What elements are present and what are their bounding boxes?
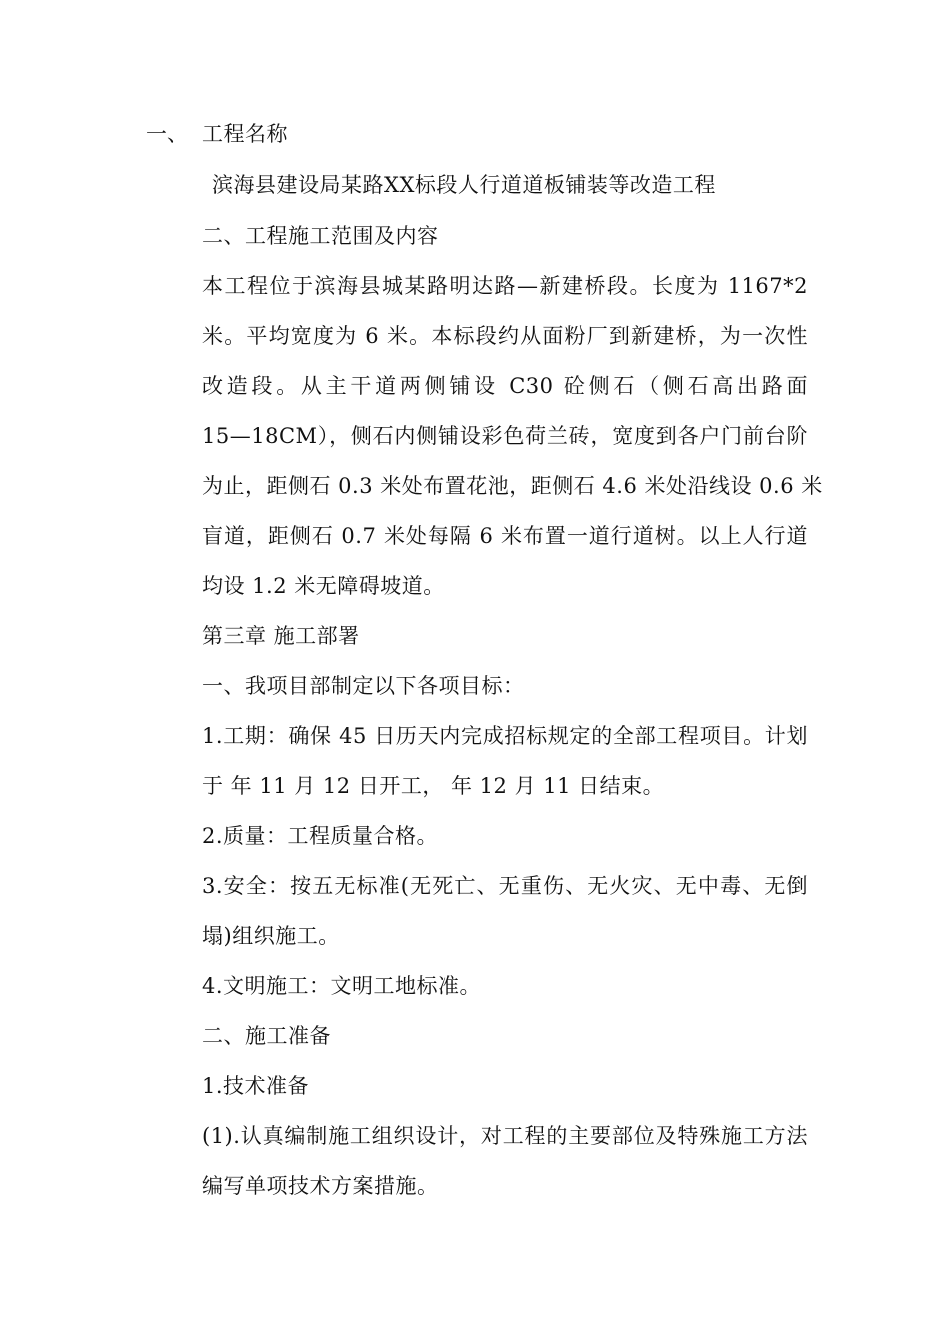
paragraph-line: 均设 1.2 米无障碍坡道。 xyxy=(202,574,445,598)
tech-prep-line: (1).认真编制施工组织设计，对工程的主要部位及特殊施工方法 xyxy=(202,1124,808,1148)
prep-title: 二、施工准备 xyxy=(202,1024,331,1048)
section-1-title: 工程名称 xyxy=(202,122,288,146)
section-2-title: 二、工程施工范围及内容 xyxy=(202,224,439,248)
project-name: 滨海县建设局某路XX标段人行道道板铺装等改造工程 xyxy=(212,173,716,197)
section-1-number: 一、 xyxy=(146,122,188,146)
goals-title: 一、我项目部制定以下各项目标： xyxy=(202,674,525,698)
paragraph-line: 改造段。从主干道两侧铺设 C30 砼侧石（侧石高出路面 xyxy=(202,374,808,398)
goal-line: 于 年 11 月 12 日开工， 年 12 月 11 日结束。 xyxy=(202,774,665,798)
tech-prep-line: 编写单项技术方案措施。 xyxy=(202,1174,439,1198)
goal-line: 2.质量：工程质量合格。 xyxy=(202,824,439,848)
paragraph-line: 15—18CM），侧石内侧铺设彩色荷兰砖，宽度到各户门前台阶 xyxy=(202,424,808,448)
paragraph-line: 为止，距侧石 0.3 米处布置花池，距侧石 4.6 米处沿线设 0.6 米 xyxy=(202,474,823,498)
goal-line: 1.工期：确保 45 日历天内完成招标规定的全部工程项目。计划 xyxy=(202,724,808,748)
tech-prep-title: 1.技术准备 xyxy=(202,1074,310,1098)
paragraph-line: 米。平均宽度为 6 米。本标段约从面粉厂到新建桥，为一次性 xyxy=(202,324,808,348)
paragraph-line: 本工程位于滨海县城某路明达路—新建桥段。长度为 1167*2 xyxy=(202,274,808,298)
goal-line: 塌)组织施工。 xyxy=(202,924,340,948)
goal-line: 4.文明施工：文明工地标准。 xyxy=(202,974,482,998)
goal-line: 3.安全：按五无标准(无死亡、无重伤、无火灾、无中毒、无倒 xyxy=(202,874,808,898)
paragraph-line: 盲道，距侧石 0.7 米处每隔 6 米布置一道行道树。以上人行道 xyxy=(202,524,808,548)
chapter-3-title: 第三章 施工部署 xyxy=(202,624,360,648)
